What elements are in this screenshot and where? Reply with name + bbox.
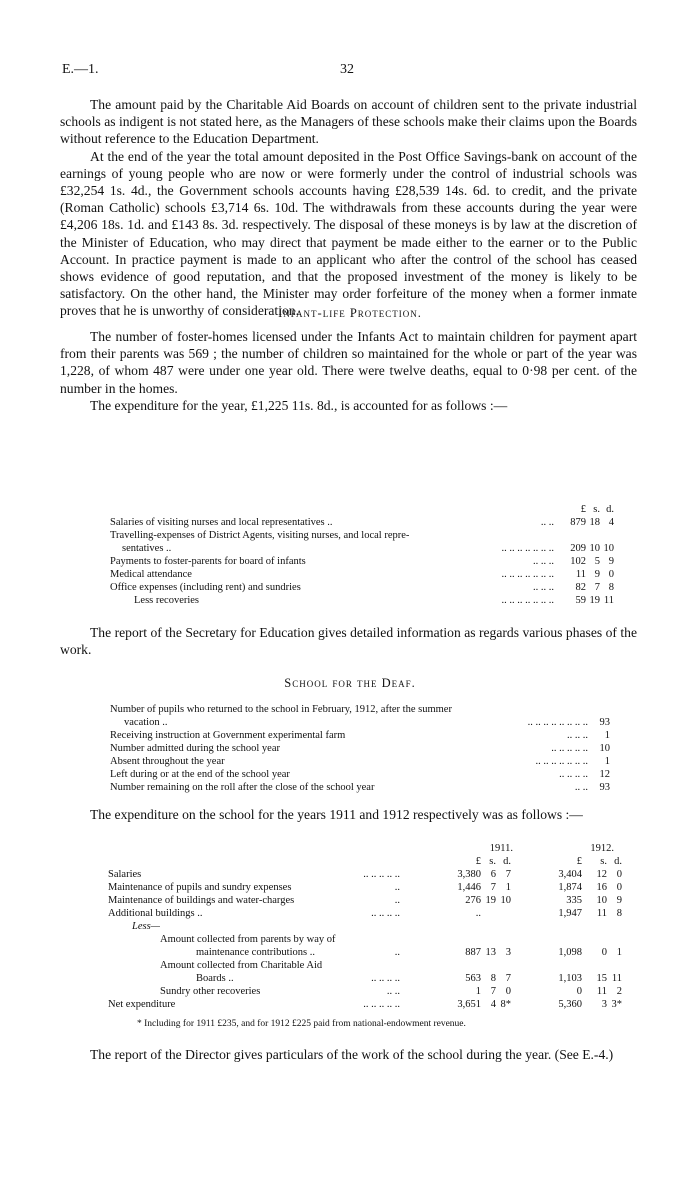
paragraph-director-report: The report of the Director gives particulars of the work of the school during the year. (See E.-4.)	[90, 1047, 614, 1062]
row-label: maintenance contributions ..	[196, 947, 315, 958]
intro-text	[60, 96, 637, 320]
row-label: Receiving instruction at Government experimental farm	[110, 730, 346, 741]
amount-1911-pence: 3	[505, 947, 511, 958]
table-row	[108, 907, 622, 920]
row-label: Left during or at the end of the school year	[110, 769, 290, 780]
amount-d: 4	[608, 517, 614, 528]
table-row	[108, 868, 622, 881]
amount-1912-shillings: 10	[596, 895, 607, 906]
amount-l: 59	[575, 595, 586, 606]
table-row	[110, 729, 610, 742]
amount-1911-shillings: 13	[485, 947, 496, 958]
row-label: Number of pupils who returned to the school in February, 1912, after the summer	[110, 704, 452, 715]
amount-1911-pounds: 563	[465, 973, 481, 984]
section-heading-school-for-deaf: School for the Deaf.	[284, 676, 416, 690]
footnote: * Including for 1911 £235, and for 1912 £225 paid from national-endowment revenue.	[137, 1019, 466, 1029]
table-row	[108, 959, 622, 972]
row-label: Number remaining on the roll after the close of the school year	[110, 782, 375, 793]
column-head-pounds: £	[580, 504, 586, 515]
amount-1911-shillings: 7	[490, 882, 496, 893]
amount-l: 102	[570, 556, 586, 567]
amount-1912-pounds: 1,103	[558, 973, 582, 984]
amount-1911-pence: 8*	[500, 999, 511, 1010]
leader-dots: .. .. ..	[533, 582, 554, 593]
leader-dots: .. .. ..	[533, 556, 554, 567]
amount-1911-pounds: 1	[475, 986, 481, 997]
unit-head-shillings-1912: s.	[600, 856, 607, 867]
column-head-shillings: s.	[593, 504, 600, 515]
table-row	[110, 742, 610, 755]
amount-1911-pence: 1	[505, 882, 511, 893]
amount-1911-pounds: 3,380	[457, 869, 481, 880]
amount-1912-shillings: 3	[601, 999, 607, 1010]
year-head-1911: 1911.	[489, 843, 513, 854]
infant-expenditure-table	[110, 503, 612, 613]
row-label: Absent throughout the year	[110, 756, 225, 767]
table-row	[110, 529, 612, 542]
amount-1912-shillings: 11	[596, 986, 607, 997]
amount-1912-pence: 2	[616, 986, 622, 997]
amount-1911-pence: 0	[505, 986, 511, 997]
leader-dots: .. .. .. .. .. .. ..	[501, 595, 554, 606]
amount-1911-pounds: 1,446	[457, 882, 481, 893]
leader-dots: .. .. .. ..	[371, 973, 400, 984]
row-label: Sundry other recoveries	[160, 986, 261, 997]
row-label: Payments to foster-parents for board of infants	[110, 556, 306, 567]
row-label: Maintenance of buildings and water-charges	[108, 895, 295, 906]
row-label: Additional buildings ..	[108, 908, 203, 919]
leader-dots: ..	[394, 895, 400, 906]
row-label: Less—	[132, 921, 161, 932]
paragraph-foster-homes: The number of foster-homes licensed under the Infants Act to maintain children for payment apart from their parents was 569 ; the number of children so maintained for the whole or part of the year was 1,228, of whom 487 were under one year old. There were twelve deaths, equal to 0·98 per cent. of the number in the homes.	[60, 329, 637, 396]
leader-dots: .. .. .. .. .. .. ..	[535, 756, 588, 767]
table-row	[108, 881, 622, 894]
amount-1912-pounds: 1,947	[558, 908, 582, 919]
leader-dots: .. .. .. .. ..	[551, 743, 588, 754]
amount-1912-shillings: 16	[596, 882, 607, 893]
row-label: Medical attendance	[110, 569, 192, 580]
amount-1912-pence: 11	[611, 973, 622, 984]
row-value: 93	[599, 717, 610, 728]
amount-d: 0	[608, 569, 614, 580]
deaf-pupils-table	[110, 703, 610, 796]
amount-l: 11	[575, 569, 586, 580]
amount-d: 9	[608, 556, 614, 567]
paragraph-savings-bank: At the end of the year the total amount deposited in the Post Office Savings-bank on account of the earnings of young people who are now or were formerly under the control of industrial schools was £32,254 1s. 4d., the Government schools accounts having £28,539 14s. 6d. to credit, and the private (Roman Catholic) schools £3,714 6s. 10d. The withdrawals from these accounts during the year were £4,206 18s. 1d. and £143 8s. 3d. respectively. The disposal of these moneys is by law at the discretion of the Minister of Education, who may direct that payment be made either to the earner or to the Public Account. In practice payment is made to an applicant who after the control of the school has ceased shows evidence of good reputation, and that the proposed investment of the money is likely to be satisfactory. On the other hand, the Minister may order forfeiture of the money when a former inmate proves that he is unworthy of consideration.	[60, 148, 637, 319]
leader-dots: .. .. .. .. ..	[363, 999, 400, 1010]
page-number: 32	[340, 62, 354, 77]
table-row	[110, 555, 612, 568]
table-column-heads	[110, 503, 612, 516]
amount-l: 209	[570, 543, 586, 554]
row-label: Net expenditure	[108, 999, 176, 1010]
row-label: Boards ..	[196, 973, 234, 984]
amount-l: 82	[575, 582, 586, 593]
amount-d: 11	[603, 595, 614, 606]
header-reference: E.—1.	[62, 62, 99, 77]
amount-s: 10	[589, 543, 600, 554]
table-row	[108, 894, 622, 907]
unit-head-pence-1911: d.	[503, 856, 511, 867]
unit-heads	[108, 855, 622, 868]
row-label: Maintenance of pupils and sundry expenses	[108, 882, 292, 893]
leader-dots: ..	[394, 882, 400, 893]
table-row	[110, 542, 612, 555]
table-row	[110, 581, 612, 594]
amount-1912-pounds: 335	[566, 895, 582, 906]
amount-1912-pounds: 5,360	[558, 999, 582, 1010]
row-value: 1	[604, 756, 610, 767]
paragraph-charitable-aid: The amount paid by the Charitable Aid Boards on account of children sent to the private industrial schools as indigent is not stated here, as the Managers of these schools make their claims upon the Boards without reference to the Education Department.	[60, 97, 637, 147]
table-row	[108, 933, 622, 946]
table-row	[110, 755, 610, 768]
amount-1911-pence: 10	[500, 895, 511, 906]
unit-head-pounds-1911: £	[475, 856, 481, 867]
row-value: 1	[604, 730, 610, 741]
paragraph-deaf-expenditure: The expenditure on the school for the years 1911 and 1912 respectively was as follows :—	[90, 807, 583, 822]
table-row	[108, 946, 622, 959]
leader-dots: .. ..	[540, 517, 554, 528]
amount-l: 879	[570, 517, 586, 528]
amount-1912-pence: 9	[616, 895, 622, 906]
leader-dots: .. .. .. .. .. .. ..	[501, 543, 554, 554]
table-row	[110, 516, 612, 529]
table-row	[110, 781, 610, 794]
paragraph-infant-expenditure: The expenditure for the year, £1,225 11s. 8d., is accounted for as follows :—	[90, 397, 508, 413]
row-label: Number admitted during the school year	[110, 743, 280, 754]
leader-dots: .. ..	[574, 782, 588, 793]
table-row	[108, 985, 622, 998]
leader-dots: .. .. .. .. .. .. .. ..	[527, 717, 588, 728]
amount-1911-shillings: 19	[485, 895, 496, 906]
leader-dots: .. .. .. ..	[559, 769, 588, 780]
amount-1912-pounds: 1,874	[558, 882, 582, 893]
amount-1912-pence: 3*	[611, 999, 622, 1010]
amount-1912-shillings: 12	[596, 869, 607, 880]
row-label: vacation ..	[124, 717, 168, 728]
row-value: 10	[599, 743, 610, 754]
amount-d: 8	[608, 582, 614, 593]
amount-1911-pence: 7	[505, 869, 511, 880]
amount-1912-pence: 1	[616, 947, 622, 958]
amount-s: 5	[594, 556, 600, 567]
deaf-expenditure-table	[108, 842, 622, 1022]
section-heading-infant-life: Infant-life Protection.	[278, 306, 422, 320]
amount-1912-pence: 0	[616, 882, 622, 893]
amount-1911-pounds: 887	[465, 947, 481, 958]
amount-s: 18	[589, 517, 600, 528]
amount-1912-shillings: 0	[601, 947, 607, 958]
year-head-1912: 1912.	[590, 843, 614, 854]
unit-head-shillings-1911: s.	[489, 856, 496, 867]
director-report-text	[60, 1046, 637, 1063]
leader-dots: .. .. .. .. ..	[363, 869, 400, 880]
row-label: sentatives ..	[122, 543, 172, 554]
amount-1912-pence: 0	[616, 869, 622, 880]
amount-s: 19	[589, 595, 600, 606]
row-value: 12	[599, 769, 610, 780]
table-row	[108, 972, 622, 985]
table-row	[110, 568, 612, 581]
leader-dots: .. .. .. ..	[371, 908, 400, 919]
amount-1912-pounds: 0	[576, 986, 582, 997]
amount-1912-pounds: 1,098	[558, 947, 582, 958]
year-heads	[108, 842, 622, 855]
unit-head-pence-1912: d.	[614, 856, 622, 867]
deaf-expenditure-text	[60, 806, 637, 823]
row-label: Travelling-expenses of District Agents, visiting nurses, and local repre-	[110, 530, 410, 541]
row-label: Salaries	[108, 869, 142, 880]
amount-1911-pounds: 276	[465, 895, 481, 906]
amount-1912-pounds: 3,404	[558, 869, 582, 880]
amount-1911-pounds: ..	[475, 908, 481, 919]
row-value: 93	[599, 782, 610, 793]
table-row	[108, 920, 622, 933]
amount-d: 10	[603, 543, 614, 554]
amount-s: 7	[594, 582, 600, 593]
row-label: Amount collected from parents by way of	[160, 934, 336, 945]
infant-text	[60, 328, 637, 414]
row-label: Amount collected from Charitable Aid	[160, 960, 323, 971]
table-row	[110, 594, 612, 607]
amount-1911-pounds: 3,651	[457, 999, 481, 1010]
amount-1911-shillings: 8	[490, 973, 496, 984]
leader-dots: .. .. .. .. .. .. ..	[501, 569, 554, 580]
amount-1912-shillings: 11	[596, 908, 607, 919]
unit-head-pounds-1912: £	[576, 856, 582, 867]
leader-dots: .. .. ..	[567, 730, 588, 741]
row-label: Office expenses (including rent) and sundries	[110, 582, 301, 593]
table-row	[110, 703, 610, 716]
leader-dots: ..	[394, 947, 400, 958]
table-row	[110, 768, 610, 781]
amount-1912-shillings: 15	[596, 973, 607, 984]
amount-1911-pence: 7	[505, 973, 511, 984]
row-label: Salaries of visiting nurses and local representatives ..	[110, 517, 333, 528]
secretary-report-text	[60, 624, 637, 658]
amount-1911-shillings: 7	[490, 986, 496, 997]
leader-dots: .. ..	[386, 986, 400, 997]
column-head-pence: d.	[606, 504, 614, 515]
table-row	[108, 998, 622, 1011]
row-label: Less recoveries	[134, 595, 200, 606]
amount-1911-shillings: 4	[490, 999, 496, 1010]
amount-1912-pence: 8	[616, 908, 622, 919]
amount-1911-shillings: 6	[490, 869, 496, 880]
table-row	[110, 716, 610, 729]
paragraph-secretary-report: The report of the Secretary for Education gives detailed information as regards various phases of the work.	[60, 625, 637, 658]
amount-s: 9	[594, 569, 600, 580]
